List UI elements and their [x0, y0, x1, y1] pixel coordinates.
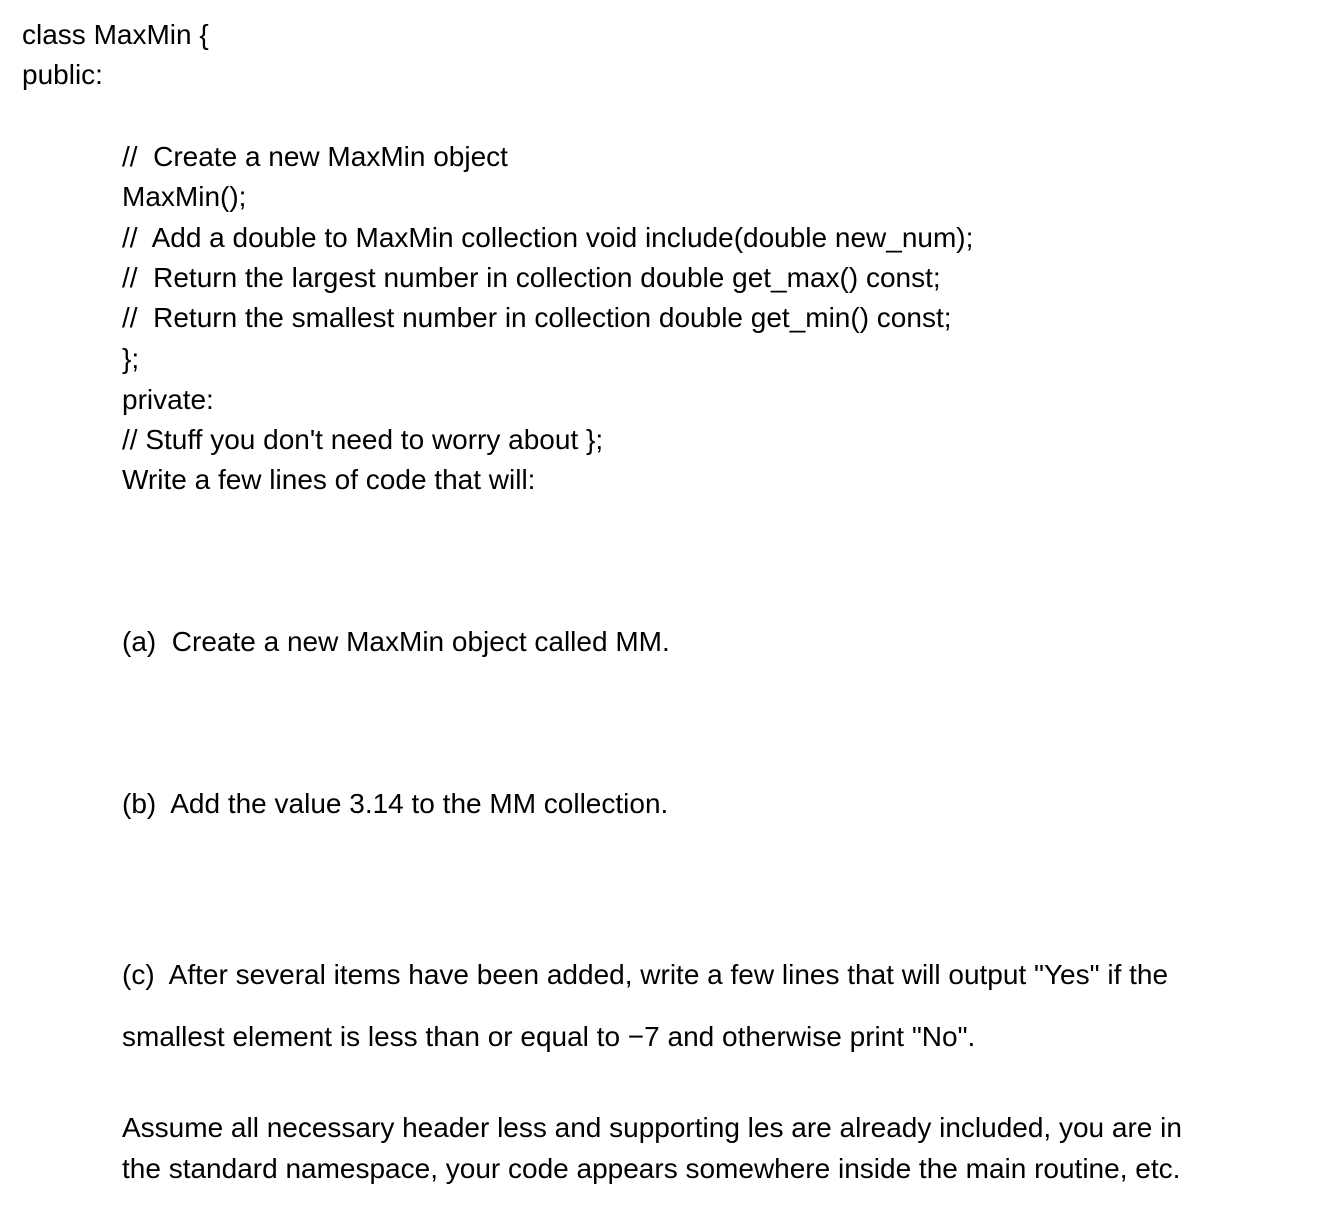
class-header: class MaxMin {	[22, 19, 209, 50]
code-private-label: private:	[122, 384, 214, 415]
instruction-text: Write a few lines of code that will:	[122, 464, 536, 495]
part-c-text-line1: (c) After several items have been added, write a few lines that will output "Yes" if the	[122, 959, 1169, 990]
code-constructor: MaxMin();	[122, 181, 247, 212]
assumption-text-line2: the standard namespace, your code appears somewhere inside the main routine, etc.	[122, 1153, 1181, 1184]
code-include: // Add a double to MaxMin collection void include(double new_num);	[122, 222, 974, 253]
code-get-max: // Return the largest number in collection double get_max() const;	[122, 262, 941, 293]
code-private-comment: // Stuff you don't need to worry about };	[122, 424, 604, 455]
code-comment-constructor: // Create a new MaxMin object	[122, 141, 508, 172]
public-label: public:	[22, 59, 103, 90]
code-closing-brace: };	[122, 343, 140, 374]
assumption-text-line1: Assume all necessary header less and supporting les are already included, you are in	[122, 1112, 1182, 1143]
part-b-text: (b) Add the value 3.14 to the MM collection.	[122, 788, 669, 819]
code-get-min: // Return the smallest number in collection double get_min() const;	[122, 302, 952, 333]
part-a-text: (a) Create a new MaxMin object called MM.	[122, 626, 670, 657]
part-c-text-line2: smallest element is less than or equal to −7 and otherwise print "No".	[122, 1021, 976, 1052]
